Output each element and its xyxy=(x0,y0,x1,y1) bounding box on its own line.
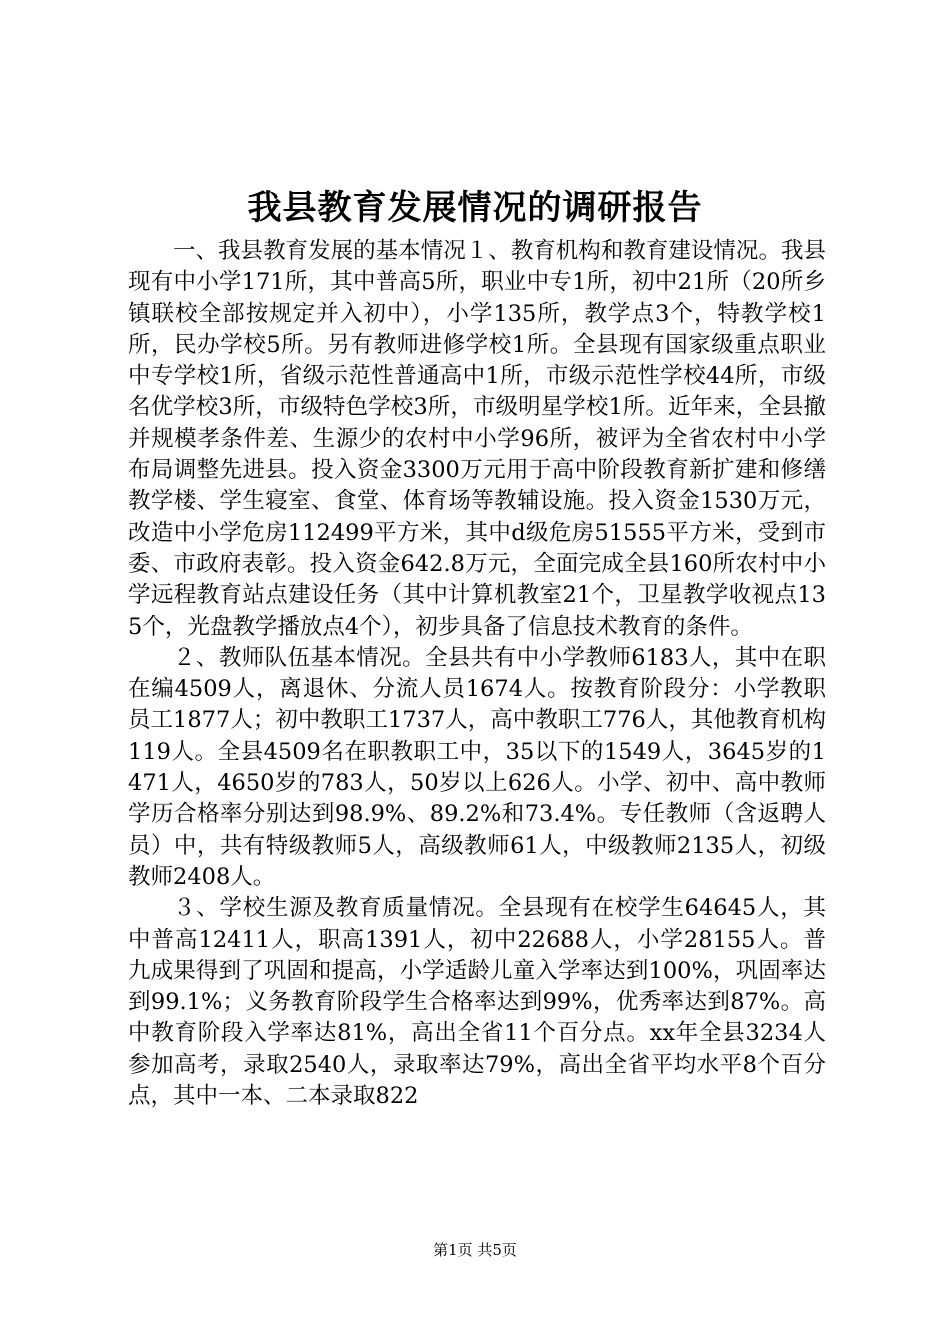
paragraph-2: ２、教师队伍基本情况。全县共有中小学教师6183人，其中在职在编4509人，离退休、分流人员1674人。按教育阶段分：小学教职员工1877人；初中教职工1737人，高中教职工776人，其他教育机构119人。全县4509名在职教职工中，35以下的1549人，3645岁的1471人，4650岁的783人，50岁以上626人。小学、初中、高中教师学历合格率分别达到98.9%、89.2%和73.4%。专任教师（含返聘人员）中，共有特级教师5人，高级教师61人，中级教师2135人，初级教师2408人。 xyxy=(128,644,826,890)
page-footer: 第1页 共5页 xyxy=(433,1241,517,1259)
paragraph-1: 一、我县教育发展的基本情况１、教育机构和教育建设情况。我县现有中小学171所，其中普高5所，职业中专1所，初中21所（20所乡镇联校全部按规定并入初中），小学135所，教学点3个，特教学校1所，民办学校5所。另有教师进修学校1所。全县现有国家级重点职业中专学校1所，省级示范性普通高中1所，市级示范性学校44所，市级名优学校3所，市级特色学校3所，市级明星学校1所。近年来，全县撤并规模孝条件差、生源少的农村中小学96所，被评为全省农村中小学布局调整先进县。投入资金3300万元用于高中阶段教育新扩建和修缮教学楼、学生寝室、食堂、体育场等教辅设施。投入资金1530万元，改造中小学危房112499平方米，其中d级危房51555平方米，受到市委、市政府表彰。投入资金642.8万元，全面完成全县160所农村中小学远程教育站点建设任务（其中计算机教室21个，卫星教学收视点135个，光盘教学播放点4个），初步具备了信息技术教育的条件。 xyxy=(128,238,826,640)
document-body xyxy=(128,236,826,1112)
document-title: 我县教育发展情况的调研报告 xyxy=(247,188,703,228)
paragraph-3: ３、学校生源及教育质量情况。全县现有在校学生64645人，其中普高12411人，职高1391人，初中22688人，小学28155人。普九成果得到了巩固和提高，小学适龄儿童入学率达到100%，巩固率达到99.1%；义务教育阶段学生合格率达到99%，优秀率达到87%。高中教育阶段入学率达81%，高出全省11个百分点。xx年全县3234人参加高考，录取2540人，录取率达79%，高出全省平均水平8个百分点，其中一本、二本录取822 xyxy=(128,895,826,1110)
